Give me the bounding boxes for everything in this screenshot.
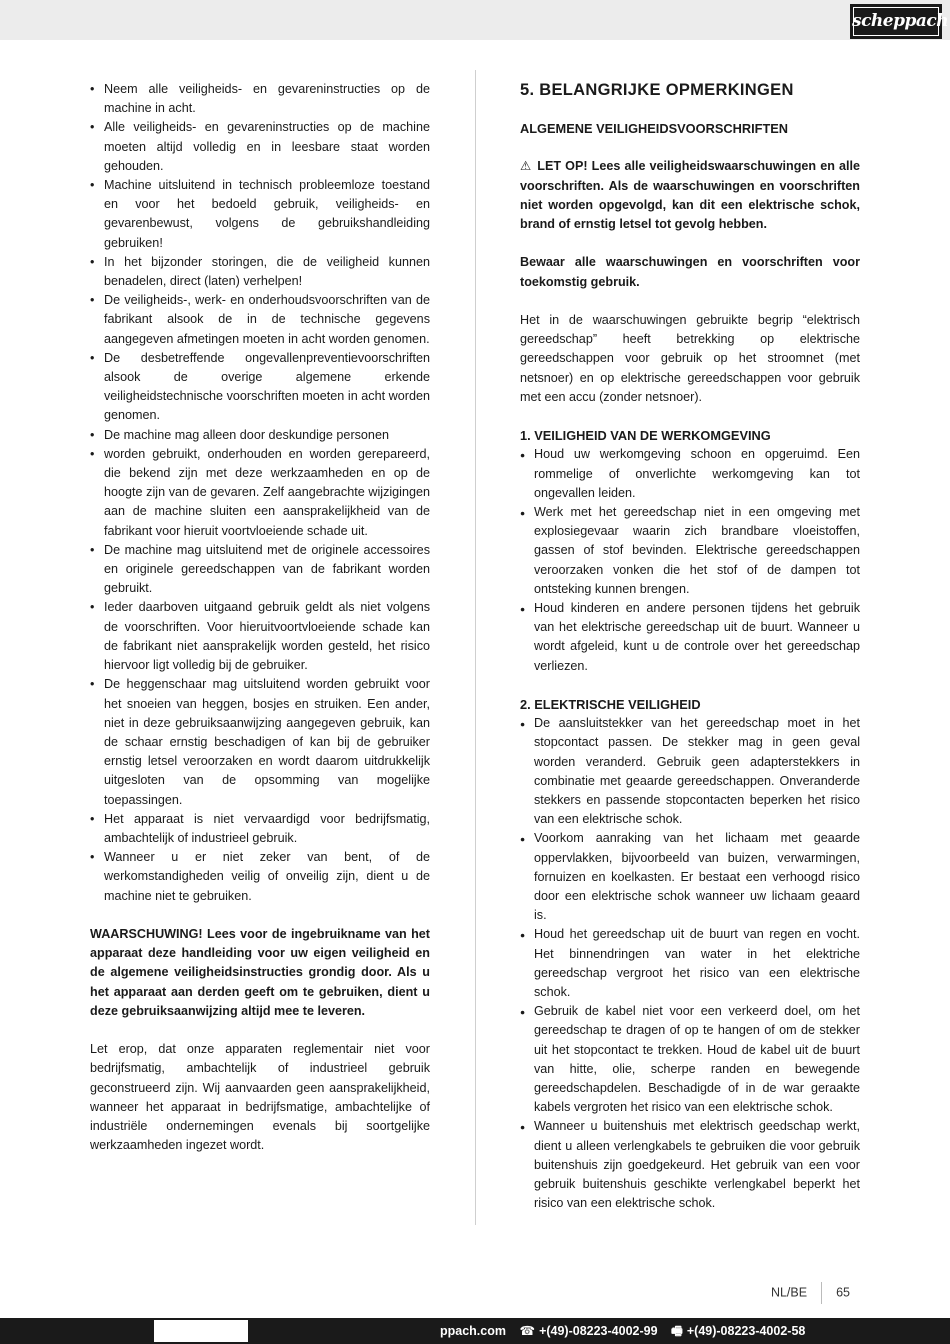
list-item: ● Houd uw werkomgeving schoon en opgeruimd. Een rommelige of onverlichte werkomgeving kan tot ongevallen leiden. <box>520 445 860 503</box>
page-number: 65 <box>836 1285 850 1300</box>
list-item: ● Houd het gereedschap uit de buurt van regen en vocht. Het binnendringen van water in het elektriche gereedschap vergroot het risico van een elektrische schok. <box>520 925 860 1002</box>
safety-bullet-list <box>90 80 430 906</box>
list-item: • Ieder daarboven uitgaand gebruik geldt als niet volgens de voorschriften. Voor hieruitvoortvloeiende schade kan de fabrikant niet aansprakelijk worden gesteld, het risico hiervoor ligt volledig bij de gebruiker. <box>90 598 430 675</box>
warning-block <box>520 157 860 234</box>
list-item: • De heggenschaar mag uitsluitend worden gebruikt voor het snoeien van heggen, bosjes en struiken. Een ander, niet in deze gebruiksaanwijzing aangegeven gebruik, kan de schaar ernstig beschadigen of kan bij de gebruiker ernstig letsel veroorzaken en wordt daarom uitdrukkelijk uitgesloten van de opsomming van mogelijke toepassingen. <box>90 675 430 809</box>
list-item: • Machine uitsluitend in technisch probleemloze toestand en voor het bedoeld gebruik, veiligheids- en gevarenbewust, volgens de gebruikshandleiding gebruiken! <box>90 176 430 253</box>
work-area-bullet-list <box>520 445 860 675</box>
list-item: • In het bijzonder storingen, die de veiligheid kunnen benadelen, direct (laten) verhelpen! <box>90 253 430 291</box>
fax-number: +(49)-08223-4002-58 <box>686 1324 806 1338</box>
top-band <box>0 0 950 40</box>
intro-paragraph: Het in de waarschuwingen gebruikte begrip “elektrisch gereedschap” heeft betrekking op elektrische gereedschappen voor gebruik op het stroomnet (met netsnoer) en op elektrische gereedschappen voor gebruik met een accu (zonder netsnoer). <box>520 312 860 404</box>
usage-note: Let erop, dat onze apparaten reglementair niet voor bedrijfsmatig, ambachtelijk of industrieel gebruik geconstrueerd zijn. Wij aanvaarden geen aansprakelijkheid, wanneer het apparaat in bedrijfsmatige, ambachtelijke of industriële ondernemingen evenals bij soortgelijke werkzaamheden ingezet wordt. <box>90 1042 430 1153</box>
website-link[interactable]: ppach.com <box>440 1324 506 1338</box>
right-column <box>520 80 860 1214</box>
list-item: • De veiligheids-, werk- en onderhoudsvoorschriften van de fabrikant alsook de in de technische gegevens aangegeven afmetingen moeten in acht worden genomen. <box>90 291 430 349</box>
page-footer-info <box>771 1282 850 1304</box>
list-item: • worden gebruikt, onderhouden en worden gerepareerd, die bekend zijn met deze werkzaamheden en op de hoogte zijn van de gevaren. Zelf aangebrachte wijzigingen aan de machine sluiten een aansprakelijkheid van de fabrikant voor hieruit voortvloeiende schade uit. <box>90 445 430 541</box>
keep-instructions: Bewaar alle waarschuwingen en voorschriften voor toekomstig gebruik. <box>520 255 860 289</box>
list-item: ● Gebruik de kabel niet voor een verkeerd doel, om het gereedschap te dragen of op te hangen of om de stekker uit het stopcontact te trekken. Houd de kabel uit de buurt van hitte, olie, scherpe randen en bewegende gereedschapdelen. Beschadigde of in de war geraakte kabels vergroten het risico van een elektrische schok. <box>520 1002 860 1117</box>
heading-electrical-safety: 2. ELEKTRISCHE VEILIGHEID <box>520 697 701 713</box>
warning-paragraph: WAARSCHUWING! Lees voor de ingebruikname van het apparaat deze handleiding voor uw eigen veiligheid en de algemene veiligheidsinstructies grondig door. Als u het apparaat aan derden geeft om te gebruiken, dient u deze gebruiksaanwijzing altijd mee te leveren. <box>90 926 430 1018</box>
list-item: • Alle veiligheids- en gevareninstructies op de machine moeten altijd volledig en in leesbare staat worden gehouden. <box>90 118 430 176</box>
footer-separator <box>821 1282 822 1304</box>
list-item: ● De aansluitstekker van het gereedschap moet in het stopcontact passen. De stekker mag in geen geval worden veranderd. Gebruik geen adapterstekkers in combinatie met geaarde gereedschappen. Onveranderde stekkers en passende stopcontacten beperken het risico van een elektrische schok. <box>520 714 860 829</box>
fax-icon: 🖷 <box>671 1324 683 1338</box>
list-item: ● Werk met het gereedschap niet in een omgeving met explosiegevaar waarin zich brandbare vloeistoffen, gassen of stof bevinden. Elektrische gereedschappen veroorzaken vonken die het stof of de dampen tot ontsteking kunnen brengen. <box>520 503 860 599</box>
section-subtitle: ALGEMENE VEILIGHEIDSVOORSCHRIFTEN <box>520 121 789 136</box>
left-column <box>90 80 430 1155</box>
contact-info <box>440 1318 805 1344</box>
list-item: ● Wanneer u buitenshuis met elektrisch geedschap werkt, dient u alleen verlengkabels te gebruiken die voor gebruik buitenshuis zijn goedgekeurd. Het gebruik van een voor gebruik buitenshuis geschikte verlengkabel beperkt het risico van een elektrische schok. <box>520 1117 860 1213</box>
list-item: • Het apparaat is niet vervaardigd voor bedrijfsmatig, ambachtelijk of industrieel gebruik. <box>90 810 430 848</box>
electrical-bullet-list <box>520 714 860 1213</box>
list-item: • Wanneer u er niet zeker van bent, of de werkomstandigheden veilig of onveilig zijn, dient u de machine niet te gebruiken. <box>90 848 430 906</box>
brand-logo: scheppach <box>850 4 942 39</box>
list-item: • De machine mag alleen door deskundige personen <box>90 426 430 445</box>
section-title: 5. BELANGRIJKE OPMERKINGEN <box>520 81 794 99</box>
contact-bar-blank-box <box>154 1320 248 1342</box>
list-item: ● Voorkom aanraking van het lichaam met geaarde oppervlakken, bijvoorbeeld van buizen, verwarmingen, fornuizen en koelkasten. Er bestaat een verhoogd risico door een elektrische schok wanneer uw lichaam geaard is. <box>520 829 860 925</box>
list-item: • Neem alle veiligheids- en gevareninstructies op de machine in acht. <box>90 80 430 118</box>
phone-icon: ☎ <box>519 1324 536 1338</box>
list-item: ● Houd kinderen en andere personen tijdens het gebruik van het elektrische gereedschap uit de buurt. Wanneer u wordt afgeleid, kunt u de controle over het gereedschap verliezen. <box>520 599 860 676</box>
list-item: • De machine mag uitsluitend met de originele accessoires en originele gereedschappen van de fabrikant worden gebruikt. <box>90 541 430 599</box>
warning-text: LET OP! Lees alle veiligheidswaarschuwingen en alle voorschriften. Als de waarschuwingen en voorschriften niet worden opgevolgd, kan dit een elektrische schok, brand of ernstig letsel tot gevolg hebben. <box>520 159 860 231</box>
column-divider <box>475 70 476 1225</box>
language-code: NL/BE <box>770 1285 808 1300</box>
warning-triangle-icon: ⚠ <box>520 159 532 174</box>
list-item: • De desbetreffende ongevallenpreventievoorschriften alsook de overige algemene erkende veiligheidstechnische voorschriften moeten in acht worden genomen. <box>90 349 430 426</box>
heading-work-area-safety: 1. VEILIGHEID VAN DE WERKOMGEVING <box>520 428 771 444</box>
phone-number: +(49)-08223-4002-99 <box>539 1324 658 1338</box>
